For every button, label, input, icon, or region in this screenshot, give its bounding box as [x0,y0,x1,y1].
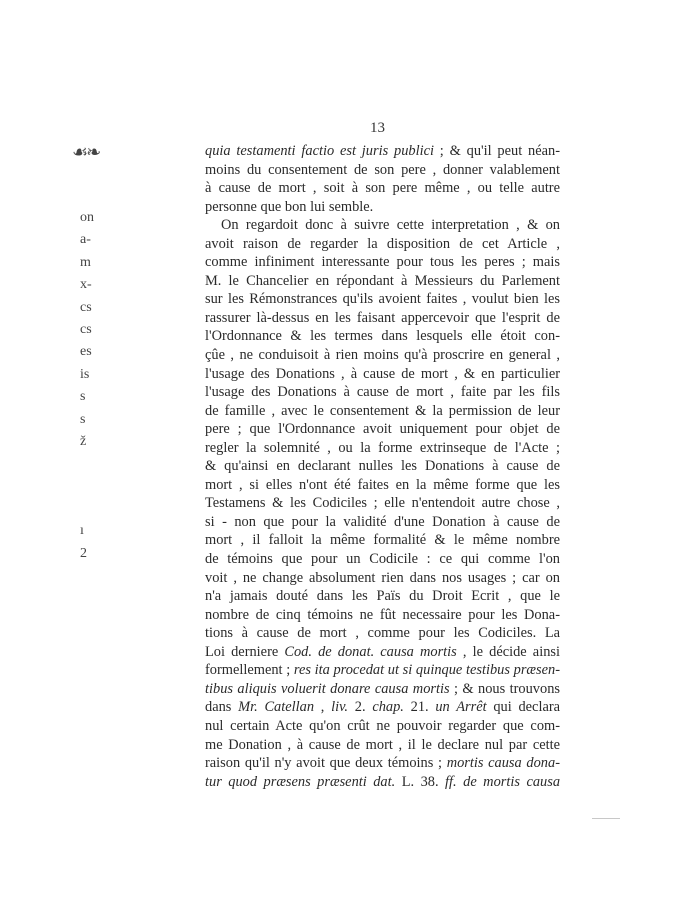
margin-fragment [80,476,106,498]
text-segment: 2. [348,699,373,716]
margin-fragment: m [80,254,91,270]
text-segment: de témoins que pour un Codicile : ce qui comme l'on [205,551,560,568]
text-line [205,235,560,254]
text-segment: dans [205,699,239,716]
margin-fragment: s [80,411,86,427]
margin-fragment: a- [80,232,91,248]
italic-segment: Mr. Catellan [238,699,315,716]
text-line [205,290,560,309]
text-line [205,253,560,272]
italic-segment: liv. [331,699,349,716]
facing-page-fragments [80,207,106,565]
text-line [205,680,560,699]
text-segment: pere ; que l'Ordonnance avoit uniquement pour objet de [205,421,560,438]
text-line [205,420,560,439]
text-segment: M. le Chancelier en répondant à Messieurs du Parlement [205,272,560,289]
margin-fragment: cs [80,299,92,315]
text-line [205,698,560,717]
text-segment: l'usage des Donations , à cause de mort , & en particulier [205,365,560,382]
text-line [205,142,560,161]
text-segment: 21. [403,699,436,716]
italic-segment: mortis causa dona- [446,755,560,772]
text-line [205,327,560,346]
text-line [205,606,560,625]
text-segment: Loi derniere [205,643,285,660]
text-line [205,513,560,532]
italic-segment: quia testamenti factio est juris publici [205,143,434,159]
text-segment: On regardoit donc à suivre cette interpretation , & on [221,217,560,234]
margin-fragment: on [80,210,94,225]
text-segment: sur les Rémonstrances qu'ils avoient faites , voulut bien les [205,291,560,308]
italic-segment: tibus aliquis voluerit donare causa mortis [205,680,450,697]
text-line [205,587,560,606]
margin-fragment: es [80,344,92,360]
text-line [205,402,560,421]
text-line [205,309,560,328]
text-line [205,439,560,458]
italic-segment: Cod. de donat. causa mortis [284,643,457,660]
text-line [205,531,560,550]
margin-fragment [80,453,106,475]
text-segment: rassurer là-dessus en les faisant appercevoir que l'esprit de [205,309,560,326]
printer-ornament: ☙❧ [72,142,100,162]
text-segment: à cause de mort , soit à son pere même , ou telle autre [205,180,560,197]
text-line [205,383,560,402]
text-segment: comme infiniment interessante pour tous les peres ; mais [205,254,560,271]
text-line [205,550,560,569]
text-segment: qui declara [486,699,561,716]
italic-segment: un Arrêt [435,699,487,716]
page-number: 13 [370,120,385,136]
margin-fragment: s [80,389,86,405]
margin-fragment: ž [80,433,87,449]
text-line [205,624,560,643]
text-line [205,272,560,291]
italic-segment: chap. [372,699,404,716]
text-line [205,198,560,217]
text-segment: de famille , avec le consentement & la permission de leur [205,402,560,419]
text-segment: formellement ; [205,662,294,679]
text-line [205,569,560,588]
text-line [205,661,560,680]
text-segment: , le décide ainsi [456,643,560,660]
text-line [205,754,560,773]
text-segment: L. 38. [395,773,446,790]
text-line [205,736,560,755]
text-segment: avoit raison de regarder la disposition de cet Article , [205,235,560,252]
italic-segment: tur quod præsens præsenti dat. [205,773,396,790]
text-line [205,216,560,235]
text-line [205,365,560,384]
text-segment: n'a jamais douté dans les Païs du Droit Ecrit , que le [205,588,560,605]
margin-fragment: ı [80,523,84,539]
italic-segment: ff. de mortis causa [445,773,561,790]
text-segment: çûe , ne conduisoit à rien moins qu'à proscrire en general , [205,347,560,364]
text-segment: nombre de cinq témoins ne fût necessaire pour les Dona- [205,606,560,623]
text-line [205,346,560,365]
text-line [205,773,560,792]
text-segment: mort , si elles n'ont été faites en la même forme que les [205,476,560,493]
text-segment: moins du consentement de son pere , donner valablement [205,161,560,178]
text-segment: raison qu'il n'y avoit que deux témoins ; [205,755,447,772]
text-segment: & qu'ainsi en declarant nulles les Donations à cause de [205,458,560,475]
text-segment: ; & nous trouvons [449,680,560,697]
text-segment: Testamens & les Codiciles ; elle n'entendoit autre chose , [205,495,560,512]
text-line [205,476,560,495]
text-line [205,494,560,513]
body-text [205,142,560,791]
text-segment: ; & qu'il peut néan- [433,143,560,159]
text-segment: , [314,699,332,716]
text-segment: l'Ordonnance & les termes dans lesquels elle étoit con- [205,328,560,345]
text-segment: nul certain Acte qu'on crût ne pouvoir regarder que com- [205,717,560,734]
text-segment: personne que bon lui semble. [205,198,374,215]
italic-segment: res ita procedat ut si quinque testibus præsen- [293,662,560,679]
text-line [205,643,560,662]
text-segment: l'usage des Donations à cause de mort , faite par les fils [205,384,560,401]
margin-fragment: is [80,366,90,382]
text-line [205,457,560,476]
text-line [205,717,560,736]
text-segment: si - non que pour la validité d'une Donation à cause de [205,513,560,530]
text-segment: regler la solemnité , ou la forme extrinseque de l'Acte ; [205,439,560,456]
margin-fragment: cs [80,321,92,337]
text-segment: me Donation , à cause de mort , il le declare nul par cette [205,736,560,753]
text-line [205,161,560,180]
margin-fragment: x- [80,277,92,293]
page-edge-mark [592,818,620,819]
text-line [205,179,560,198]
margin-fragment [80,498,106,520]
text-segment: voit , ne change absolument rien dans nos usages ; car on [205,569,560,586]
text-segment: tions à cause de mort , comme pour les Codiciles. La [205,625,560,642]
text-segment: mort , il falloit la même formalité & le même nombre [205,532,560,549]
margin-fragment: 2 [80,545,87,561]
